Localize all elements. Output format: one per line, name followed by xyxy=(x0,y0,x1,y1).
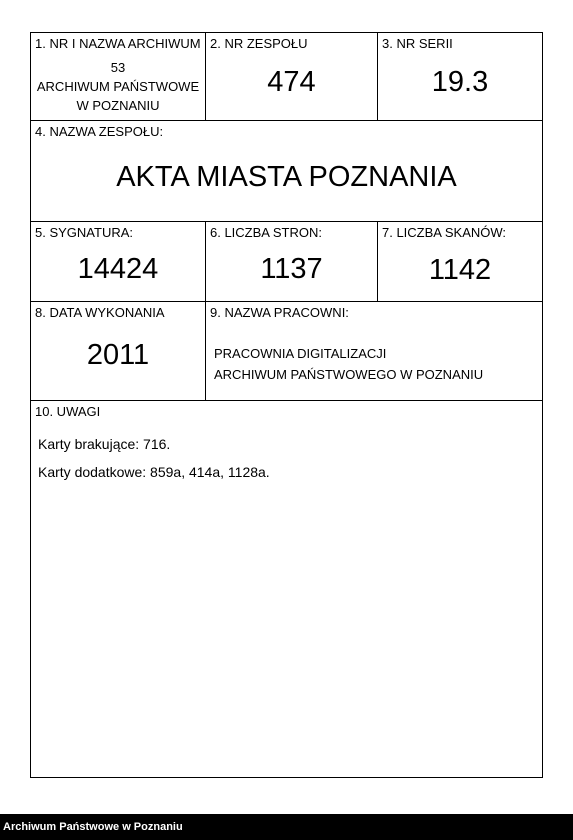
fonds-name-label: 4. NAZWA ZESPOŁU: xyxy=(35,124,164,139)
workshop-cell xyxy=(206,302,542,401)
date-made-label: 8. DATA WYKONANIA xyxy=(35,305,165,320)
archive-name-line1: ARCHIWUM PAŃSTWOWE xyxy=(36,79,200,94)
archive-cell xyxy=(31,33,206,121)
fonds-name-cell xyxy=(31,121,542,222)
workshop-name-line1: PRACOWNIA DIGITALIZACJI xyxy=(214,346,387,361)
archive-name-line2: W POZNANIU xyxy=(76,98,160,113)
archive-label: 1. NR I NAZWA ARCHIWUM xyxy=(35,36,201,51)
scan-count-label: 7. LICZBA SKANÓW: xyxy=(382,225,507,240)
series-number-value: 19.3 xyxy=(431,66,489,98)
series-number-cell xyxy=(378,33,542,121)
fonds-number-label: 2. NR ZESPOŁU xyxy=(210,36,308,51)
date-made-value: 2011 xyxy=(86,339,150,371)
signature-value: 14424 xyxy=(77,253,159,285)
archive-name xyxy=(31,58,205,115)
fonds-number-value: 474 xyxy=(267,66,316,98)
remarks-cell xyxy=(31,401,542,777)
signature-cell xyxy=(31,222,206,302)
fonds-number-cell xyxy=(206,33,378,121)
remarks-label: 10. UWAGI xyxy=(35,404,101,419)
footer-bar: Archiwum Państwowe w Poznaniu xyxy=(0,814,573,840)
remarks-line1: Karty brakujące: 716. xyxy=(38,436,171,452)
scan-count-value: 1142 xyxy=(428,254,492,286)
archive-number: 53 xyxy=(110,60,126,75)
date-made-cell xyxy=(31,302,206,401)
workshop-name xyxy=(214,343,483,385)
scan-count-cell xyxy=(378,222,542,302)
fonds-name-value: AKTA MIASTA POZNANIA xyxy=(116,161,457,193)
remarks-line2: Karty dodatkowe: 859a, 414a, 1128a. xyxy=(38,464,270,480)
series-number-label: 3. NR SERII xyxy=(382,36,453,51)
page-count-label: 6. LICZBA STRON: xyxy=(210,225,322,240)
page-count-value: 1137 xyxy=(260,253,323,285)
page-count-cell xyxy=(206,222,378,302)
metadata-card xyxy=(30,32,543,778)
workshop-label: 9. NAZWA PRACOWNI: xyxy=(210,305,349,320)
remarks-text xyxy=(38,430,270,486)
workshop-name-line2: ARCHIWUM PAŃSTWOWEGO W POZNANIU xyxy=(214,367,484,382)
signature-label: 5. SYGNATURA: xyxy=(35,225,134,240)
